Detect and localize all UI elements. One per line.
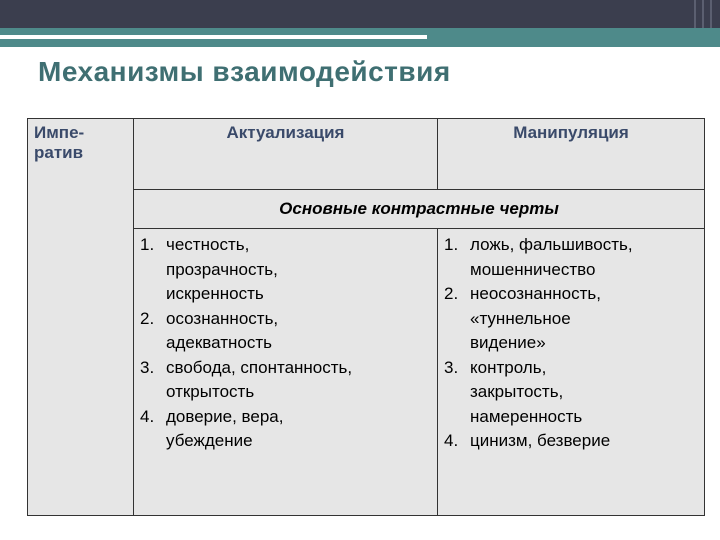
list-item (138, 307, 433, 332)
list-item (442, 307, 700, 332)
list-item-number: 3. (444, 357, 459, 377)
list-item-text: доверие, вера, (166, 406, 284, 426)
list-item-number: 4. (140, 406, 155, 426)
header-imperative (28, 119, 134, 516)
actualization-list (138, 233, 433, 454)
list-item-text: свобода, спонтанность, (166, 357, 353, 377)
header-actualization: Актуализация (134, 119, 438, 190)
list-item (138, 356, 433, 381)
list-item-text: намеренность (470, 406, 583, 426)
list-item-text: адекватность (166, 333, 272, 352)
list-item (138, 380, 433, 405)
list-item-number: 4. (444, 431, 459, 450)
list-item-text: ложь, фальшивость, (470, 235, 633, 254)
header-corner-stripes (690, 0, 720, 28)
list-item-number: 1. (444, 235, 459, 254)
list-item (442, 356, 700, 381)
header-manipulation: Манипуляция (438, 119, 705, 190)
list-item-text: видение» (470, 333, 546, 352)
list-item (442, 233, 700, 258)
list-item-text: контроль, (470, 357, 547, 377)
list-item-text: цинизм, безверие (470, 431, 611, 450)
header-bar-teal-under (0, 39, 427, 47)
list-item (138, 233, 433, 258)
header-imperative-line2: ратив (34, 143, 84, 162)
header-bar-teal-right (427, 28, 720, 47)
list-item (442, 331, 700, 356)
list-item-text: убеждение (166, 431, 253, 450)
slide-title: Механизмы взаимодействия (38, 56, 451, 87)
list-item-text: открытость (166, 382, 255, 401)
header-bar-dark (0, 0, 720, 28)
list-item-text: осознанность, (166, 308, 279, 328)
list-item-text: «туннельное (470, 308, 571, 328)
list-item-number: 3. (140, 357, 155, 377)
list-item (138, 282, 433, 307)
list-item (442, 282, 700, 307)
list-item-text: закрытость, (470, 382, 564, 401)
header-imperative-line1: Импе- (34, 123, 85, 142)
list-item-text: искренность (166, 284, 264, 303)
list-item (442, 258, 700, 283)
list-item (138, 429, 433, 454)
list-item-text: мошенничество (470, 259, 596, 279)
actualization-cell (134, 229, 438, 516)
list-item-number: 2. (140, 308, 155, 328)
list-item (442, 405, 700, 430)
list-item (442, 429, 700, 454)
list-item-number: 2. (444, 284, 459, 303)
list-item (138, 258, 433, 283)
manipulation-list (442, 233, 700, 454)
list-item (442, 380, 700, 405)
header-bar-teal-left (0, 28, 427, 35)
list-item (138, 405, 433, 430)
mechanisms-table (27, 118, 705, 516)
header-bar-gap-right (427, 47, 720, 51)
list-item-text: неосознанность, (470, 284, 601, 303)
subheader-contrast: Основные контрастные черты (134, 190, 705, 229)
list-item (138, 331, 433, 356)
manipulation-cell (438, 229, 705, 516)
list-item-number: 1. (140, 235, 155, 254)
list-item-text: честность, (166, 235, 250, 254)
list-item-text: прозрачность, (166, 259, 278, 279)
